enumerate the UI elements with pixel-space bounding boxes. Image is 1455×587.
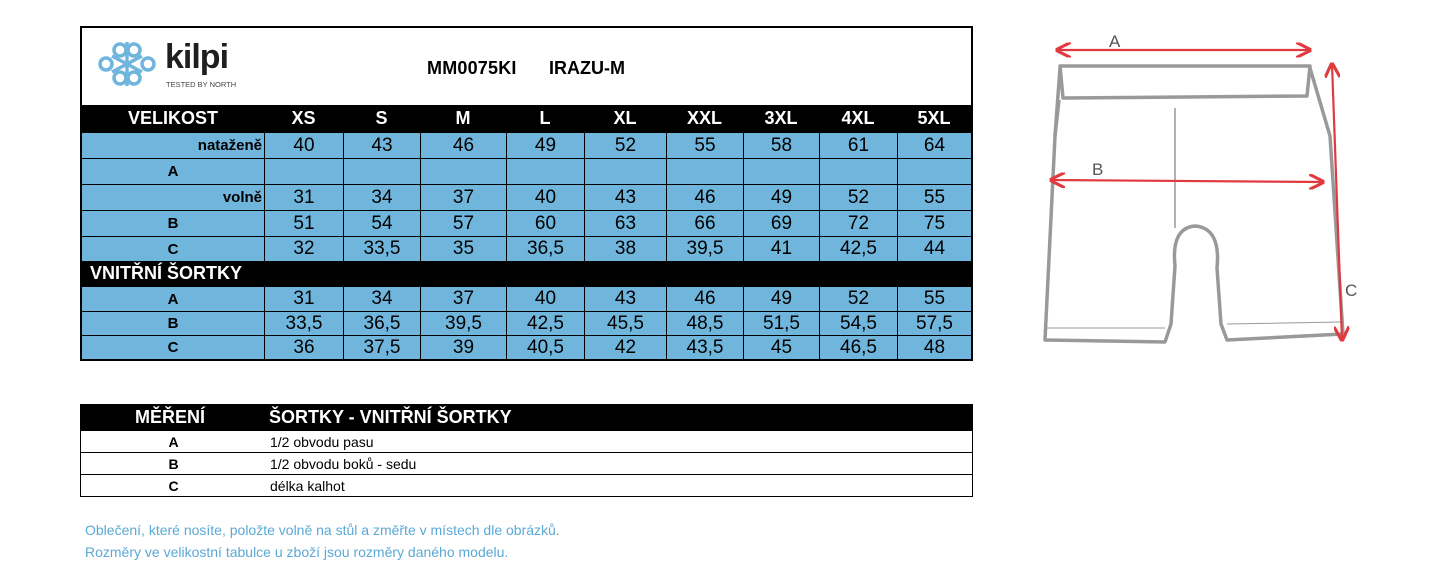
table-row	[82, 184, 971, 210]
table-header-area	[82, 28, 971, 105]
table-cell: 40	[506, 287, 584, 311]
table-cell	[743, 159, 819, 184]
size-header: L	[539, 108, 551, 128]
table-cell: 48	[897, 336, 971, 359]
table-cell: 45	[743, 336, 819, 359]
legend-row	[80, 431, 973, 453]
table-cell: 55	[666, 133, 743, 158]
table-cell: 49	[743, 287, 819, 311]
table-cell: 34	[343, 185, 420, 210]
legend-row	[80, 453, 973, 475]
label-c: C	[1345, 281, 1358, 300]
table-cell: 64	[897, 133, 971, 158]
table-cell: 35	[420, 237, 506, 261]
table-cell	[506, 159, 584, 184]
table-cell	[897, 159, 971, 184]
section-title: VNITŘNÍ ŠORTKY	[90, 263, 243, 283]
table-row	[82, 210, 971, 236]
measurement-legend	[80, 404, 973, 497]
table-cell: 36,5	[506, 237, 584, 261]
size-header: XXL	[686, 108, 722, 128]
row-label: B	[167, 315, 179, 332]
table-row	[82, 335, 971, 359]
instruction-note: Rozměry ve velikostní tabulce u zboží jsou rozměry daného modelu.	[85, 544, 509, 560]
table-cell: 32	[264, 237, 343, 261]
table-cell: 43	[584, 287, 666, 311]
table-cell: 69	[743, 211, 819, 236]
brand-tagline: TESTED BY NORTH	[166, 80, 237, 89]
table-cell	[343, 159, 420, 184]
table-cell: 58	[743, 133, 819, 158]
table-cell: 44	[897, 237, 971, 261]
legend-key: A	[168, 434, 179, 450]
table-cell: 55	[897, 185, 971, 210]
table-cell: 57,5	[897, 312, 971, 335]
table-cell: 75	[897, 211, 971, 236]
instruction-note: Oblečení, které nosíte, položte volně na stůl a změřte v místech dle obrázků.	[85, 522, 560, 538]
size-chart-table	[80, 26, 973, 361]
table-row	[82, 236, 971, 261]
section-title-row	[82, 261, 971, 286]
brand-wordmark: kilpi	[165, 38, 229, 76]
product-name: IRAZU-M	[549, 58, 625, 78]
row-label: C	[167, 339, 179, 356]
table-cell: 46	[420, 133, 506, 158]
table-cell: 43	[584, 185, 666, 210]
table-cell: 54	[343, 211, 420, 236]
table-cell: 54,5	[819, 312, 897, 335]
table-row	[82, 132, 971, 158]
size-header: 3XL	[764, 108, 798, 128]
table-cell: 45,5	[584, 312, 666, 335]
size-header: M	[455, 108, 471, 128]
size-header-row	[82, 105, 971, 132]
table-cell: 40,5	[506, 336, 584, 359]
size-header: S	[375, 108, 388, 128]
table-cell: 42	[584, 336, 666, 359]
table-cell: 46	[666, 185, 743, 210]
table-cell: 34	[343, 287, 420, 311]
row-label: C	[167, 240, 179, 258]
table-row	[82, 311, 971, 335]
legend-desc: 1/2 obvodu boků - sedu	[270, 456, 417, 472]
table-cell: 39,5	[420, 312, 506, 335]
table-cell: 33,5	[264, 312, 343, 335]
table-cell: 37	[420, 287, 506, 311]
row-label: volně	[222, 189, 262, 206]
product-code: MM0075KI	[427, 58, 517, 78]
table-cell	[420, 159, 506, 184]
table-cell: 43,5	[666, 336, 743, 359]
table-cell: 39	[420, 336, 506, 359]
size-header: XL	[613, 108, 637, 128]
legend-col1: MĚŘENÍ	[135, 407, 206, 427]
table-cell: 40	[264, 133, 343, 158]
size-header: 5XL	[917, 108, 951, 128]
label-b: B	[1092, 160, 1104, 179]
table-cell: 46	[666, 287, 743, 311]
table-cell: 33,5	[343, 237, 420, 261]
row-label: B	[167, 215, 179, 232]
table-cell: 60	[506, 211, 584, 236]
table-cell: 63	[584, 211, 666, 236]
table-cell: 61	[819, 133, 897, 158]
table-cell: 40	[506, 185, 584, 210]
table-cell: 31	[264, 287, 343, 311]
table-cell: 72	[819, 211, 897, 236]
legend-desc: délka kalhot	[270, 478, 345, 494]
table-cell: 51	[264, 211, 343, 236]
table-cell: 51,5	[743, 312, 819, 335]
legend-key: B	[168, 456, 179, 472]
legend-row	[80, 475, 973, 497]
table-cell	[264, 159, 343, 184]
table-cell: 57	[420, 211, 506, 236]
table-cell	[819, 159, 897, 184]
table-cell: 39,5	[666, 237, 743, 261]
size-header: XS	[291, 108, 316, 128]
legend-key: C	[168, 478, 179, 494]
table-cell: 36,5	[343, 312, 420, 335]
table-cell: 66	[666, 211, 743, 236]
legend-header	[80, 404, 973, 431]
arrow-b	[1051, 180, 1323, 182]
table-row	[82, 286, 971, 311]
table-cell: 42,5	[819, 237, 897, 261]
table-row	[82, 158, 971, 184]
table-cell: 52	[819, 287, 897, 311]
shorts-measurement-diagram	[1035, 28, 1375, 358]
table-cell: 36	[264, 336, 343, 359]
size-header: 4XL	[841, 108, 875, 128]
table-cell: 49	[743, 185, 819, 210]
table-cell: 42,5	[506, 312, 584, 335]
row-label: A	[167, 290, 179, 308]
table-cell: 41	[743, 237, 819, 261]
row-label: A	[167, 163, 179, 180]
table-cell: 46,5	[819, 336, 897, 359]
row-label: nataženě	[197, 137, 262, 154]
shorts-outline	[1045, 66, 1343, 342]
table-cell: 52	[819, 185, 897, 210]
table-cell: 48,5	[666, 312, 743, 335]
table-cell	[666, 159, 743, 184]
table-cell: 31	[264, 185, 343, 210]
legend-col2: ŠORTKY - VNITŘNÍ ŠORTKY	[269, 407, 512, 427]
table-cell: 55	[897, 287, 971, 311]
size-header-label: VELIKOST	[127, 108, 218, 128]
table-cell: 37,5	[343, 336, 420, 359]
legend-desc: 1/2 obvodu pasu	[270, 434, 374, 450]
table-cell: 37	[420, 185, 506, 210]
table-cell: 43	[343, 133, 420, 158]
table-cell: 38	[584, 237, 666, 261]
table-cell: 52	[584, 133, 666, 158]
label-a: A	[1109, 32, 1121, 51]
table-cell: 49	[506, 133, 584, 158]
table-cell	[584, 159, 666, 184]
